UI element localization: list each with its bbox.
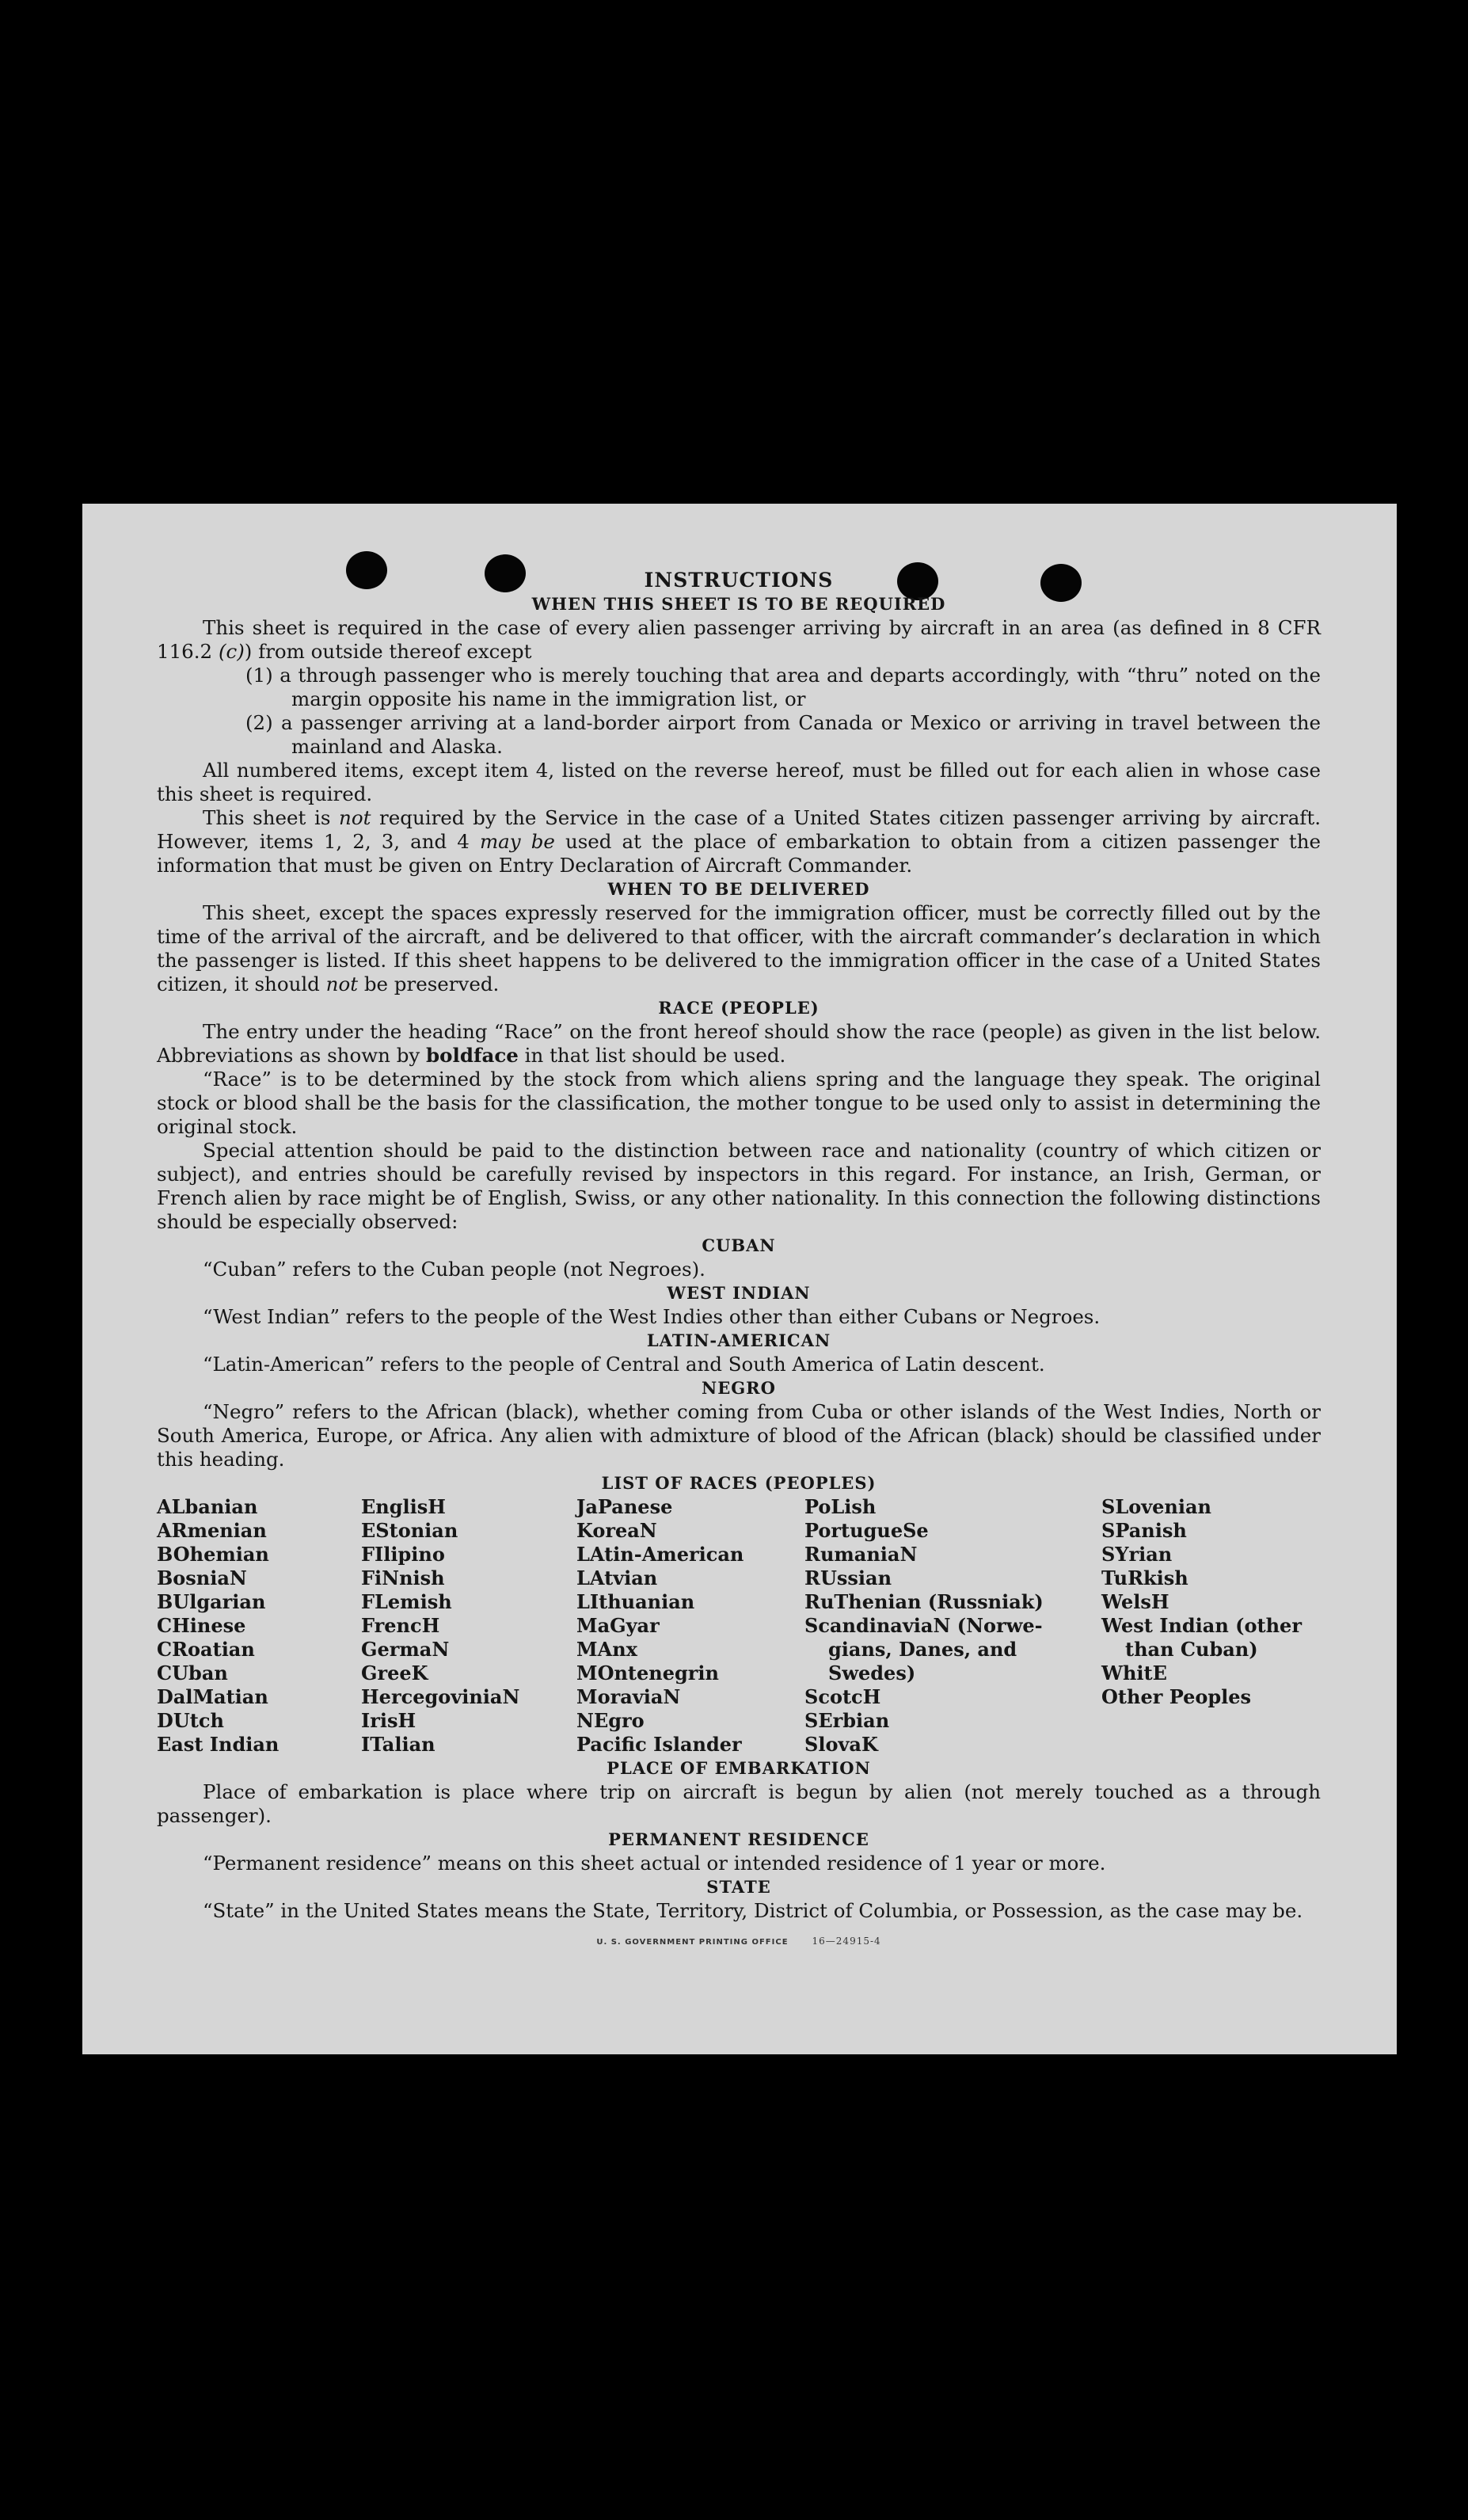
race-entry: CRoatian (157, 1638, 255, 1661)
race-entry: West Indian (other (1101, 1614, 1302, 1637)
race-entry: EStonian (361, 1519, 458, 1542)
race-entry: MoraviaN (576, 1685, 681, 1708)
race-entry: BosniaN (157, 1566, 247, 1589)
race-entry: gians, Danes, and (828, 1638, 1017, 1661)
race-entry: DUtch (157, 1709, 224, 1732)
page-title: INSTRUCTIONS (644, 569, 834, 592)
race-entry: MAnx (576, 1638, 637, 1661)
race-entry: East Indian (157, 1733, 280, 1756)
race-entry: WelsH (1101, 1590, 1169, 1613)
printer-imprint (157, 1929, 1321, 1955)
race-entry: Pacific Islander (576, 1733, 742, 1756)
races-column (804, 1495, 1101, 1757)
section-heading: WEST INDIAN (667, 1283, 811, 1303)
race-entry: RuThenian (Russniak) (804, 1590, 1044, 1613)
race-entry: BUlgarian (157, 1590, 266, 1613)
races-column (576, 1495, 804, 1757)
race-entry: FIlipino (361, 1543, 445, 1566)
race-entry: FLemish (361, 1590, 452, 1613)
text-italic: (c) (218, 640, 245, 663)
text: used at the place of embarkation to obtain from a citizen passenger the information that must be given on Entry Declaration of Aircraft Commander. (157, 830, 1321, 877)
race-entry: Other Peoples (1101, 1685, 1252, 1708)
text: ) from outside thereof except (244, 640, 532, 663)
text-bold: boldface (426, 1044, 519, 1067)
race-entry: ScandinaviaN (Norwe- (804, 1614, 1043, 1637)
paragraph (157, 806, 1321, 877)
race-entry: CHinese (157, 1614, 246, 1637)
race-entry: BOhemian (157, 1543, 269, 1566)
race-entry: SErbian (804, 1709, 890, 1732)
race-entry: SPanish (1101, 1519, 1187, 1542)
race-entry: Swedes) (828, 1662, 916, 1684)
races-list (157, 1495, 1321, 1757)
race-entry: WhitE (1101, 1662, 1167, 1684)
race-entry: EnglisH (361, 1495, 446, 1518)
paragraph: Place of embarkation is place where trip on aircraft is begun by alien (not merely touched as a through passenger). (157, 1780, 1321, 1827)
race-entry: JaPanese (576, 1495, 673, 1518)
race-entry: RumaniaN (804, 1543, 918, 1566)
paragraph: All numbered items, except item 4, listed on the reverse hereof, must be filled out for each alien in whose case this sheet is required. (157, 759, 1321, 805)
section-heading: NEGRO (702, 1378, 776, 1398)
text-italic: not (339, 806, 371, 829)
paragraph (157, 901, 1321, 996)
race-entry: GreeK (361, 1662, 428, 1684)
text: This sheet, except the spaces expressly reserved for the immigration officer, must be correctly filled out by the time of the arrival of the aircraft, and be delivered to that officer, with the aircraft commander’s declaration in which the passenger is listed. If this sheet happens to be delivered to the immigration officer in the case of a United States citizen, it should (157, 901, 1321, 995)
section-heading: CUBAN (702, 1235, 776, 1255)
race-entry: DalMatian (157, 1685, 268, 1708)
race-entry: ScotcH (804, 1685, 881, 1708)
section-heading: RACE (PEOPLE) (658, 998, 820, 1018)
race-entry: TuRkish (1101, 1566, 1188, 1589)
paragraph: “State” in the United States means the State, Territory, District of Columbia, or Possession, as the case may be. (203, 1899, 1303, 1922)
paragraph: “Negro” refers to the African (black), whether coming from Cuba or other islands of the West Indies, North or South America, Europe, or Africa. Any alien with admixture of blood of the African (black) should be classified under this heading. (157, 1400, 1321, 1471)
form-code: 16—24915-4 (812, 1936, 881, 1947)
paragraph: “Latin-American” refers to the people of Central and South America of Latin descent. (203, 1353, 1045, 1376)
section-heading: WHEN TO BE DELIVERED (607, 879, 870, 899)
race-entry: GermaN (361, 1638, 450, 1661)
races-column (361, 1495, 576, 1757)
section-heading: WHEN THIS SHEET IS TO BE REQUIRED (531, 594, 946, 614)
race-entry: MOntenegrin (576, 1662, 719, 1684)
paragraph: Special attention should be paid to the distinction between race and nationality (country of which citizen or subject), and entries should be carefully revised by inspectors in this regard. For instance, an Irish, German, or French alien by race might be of English, Swiss, or any other nationality. In this connection the following distinctions should be especially observed: (157, 1139, 1321, 1233)
paragraph (157, 616, 1321, 664)
paragraph: “West Indian” refers to the people of the West Indies other than either Cubans or Negroes. (203, 1305, 1101, 1328)
section-heading: LATIN-AMERICAN (646, 1330, 831, 1350)
race-entry: ITalian (361, 1733, 435, 1756)
race-entry: NEgro (576, 1709, 645, 1732)
race-entry: ARmenian (157, 1519, 267, 1542)
section-heading: STATE (706, 1877, 771, 1897)
race-entry: FrencH (361, 1614, 440, 1637)
race-entry: HercegoviniaN (361, 1685, 520, 1708)
section-heading: LIST OF RACES (PEOPLES) (601, 1473, 877, 1493)
text-italic: may be (479, 830, 555, 853)
race-entry: than Cuban) (1125, 1638, 1258, 1661)
race-entry: LIthuanian (576, 1590, 695, 1613)
paragraph: “Cuban” refers to the Cuban people (not Negroes). (203, 1258, 705, 1281)
printer-name: U. S. GOVERNMENT PRINTING OFFICE (596, 1938, 789, 1947)
section-heading: PLACE OF EMBARKATION (607, 1758, 871, 1778)
race-entry: SLovenian (1101, 1495, 1211, 1518)
text: required by the Service in the case of a United States citizen passenger arriving by aircraft. However, items 1, 2, 3, and 4 (157, 806, 1321, 853)
text: The entry under the heading “Race” on the front hereof should show the race (people) as given in the list below. Abbreviations as shown by (157, 1020, 1321, 1067)
race-entry: IrisH (361, 1709, 416, 1732)
race-entry: SlovaK (804, 1733, 878, 1756)
races-column (1101, 1495, 1321, 1757)
races-column (157, 1495, 361, 1757)
race-entry: ALbanian (157, 1495, 258, 1518)
section-heading: PERMANENT RESIDENCE (608, 1829, 869, 1849)
race-entry: SYrian (1101, 1543, 1173, 1566)
race-entry: KoreaN (576, 1519, 657, 1542)
race-entry: FiNnish (361, 1566, 445, 1589)
race-entry: LAtvian (576, 1566, 658, 1589)
race-entry: PoLish (804, 1495, 877, 1518)
paragraph: “Race” is to be determined by the stock from which aliens spring and the language they speak. The original stock or blood shall be the basis for the classification, the mother tongue to be used only to assist in determining the original stock. (157, 1068, 1321, 1138)
paragraph (157, 1020, 1321, 1068)
document-page (82, 504, 1397, 2054)
paragraph: “Permanent residence” means on this sheet actual or intended residence of 1 year or more. (203, 1852, 1106, 1875)
list-item: (2) a passenger arriving at a land-border airport from Canada or Mexico or arriving in travel between the mainland and Alaska. (245, 711, 1321, 758)
text: This sheet is (203, 806, 340, 829)
text: in that list should be used. (518, 1044, 786, 1067)
text: be preserved. (358, 973, 500, 995)
race-entry: PortugueSe (804, 1519, 929, 1542)
race-entry: CUban (157, 1662, 228, 1684)
race-entry: LAtin-American (576, 1543, 744, 1566)
race-entry: RUssian (804, 1566, 892, 1589)
race-entry: MaGyar (576, 1614, 660, 1637)
instructions-text (157, 569, 1321, 1955)
text-italic: not (325, 973, 359, 995)
text: This sheet is required in the case of every alien passenger arriving by aircraft in an area (as defined in 8 CFR 116.2 (157, 616, 1321, 663)
list-item: (1) a through passenger who is merely touching that area and departs accordingly, with “thru” noted on the margin opposite his name in the immigration list, or (245, 664, 1321, 710)
